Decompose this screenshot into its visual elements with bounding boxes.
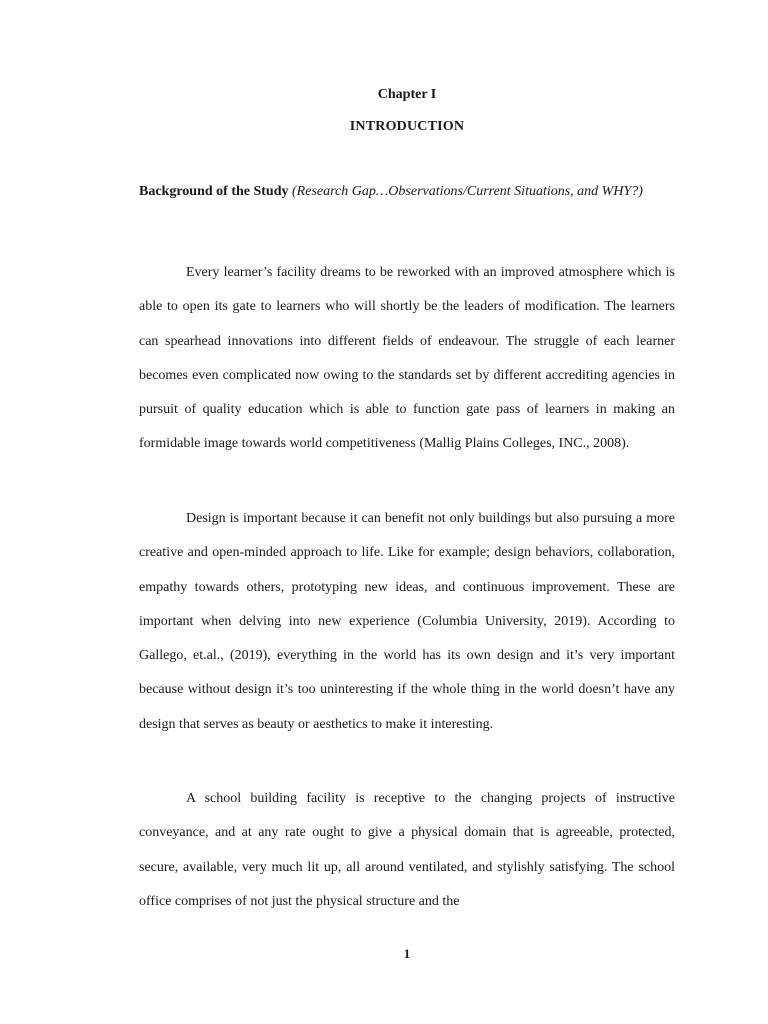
page-number: 1 xyxy=(403,946,411,961)
chapter-label: Chapter I xyxy=(377,87,437,102)
body-paragraph: Design is important because it can benefit not only buildings but also pursuing a more creative and open-minded approach to life. Like for example; design behaviors, collaboration, empathy towards others, prototyping new ideas, and continuous improvement. These are important when delving into new experience (Columbia University, 2019). According to Gallego, et.al., (2019), everything in the world has its own design and it’s very important because without design it’s too uninteresting if the whole thing in the world doesn’t have any design that serves as beauty or aesthetics to make it interesting. xyxy=(139,511,675,732)
section-heading xyxy=(139,181,675,202)
section-heading-title: Background of the Study xyxy=(139,184,289,199)
body-paragraph: A school building facility is receptive to the changing projects of instructive conveyance, and at any rate ought to give a physical domain that is agreeable, protected, secure, available, very much lit up, all around ventilated, and stylishly satisfying. The school office comprises of not just the physical structure and the xyxy=(139,791,675,909)
body-paragraph: Every learner’s facility dreams to be reworked with an improved atmosphere which is able to open its gate to learners who will shortly be the leaders of modification. The learners can spearhead innovations into different fields of endeavour. The struggle of each learner becomes even complicated now owing to the standards set by different accrediting agencies in pursuit of quality education which is able to function gate pass of learners in making an formidable image towards world competitiveness (Mallig Plains Colleges, INC., 2008). xyxy=(139,265,675,452)
section-heading-note: (Research Gap…Observations/Current Situations, and WHY?) xyxy=(292,184,643,199)
chapter-title: INTRODUCTION xyxy=(349,119,465,134)
